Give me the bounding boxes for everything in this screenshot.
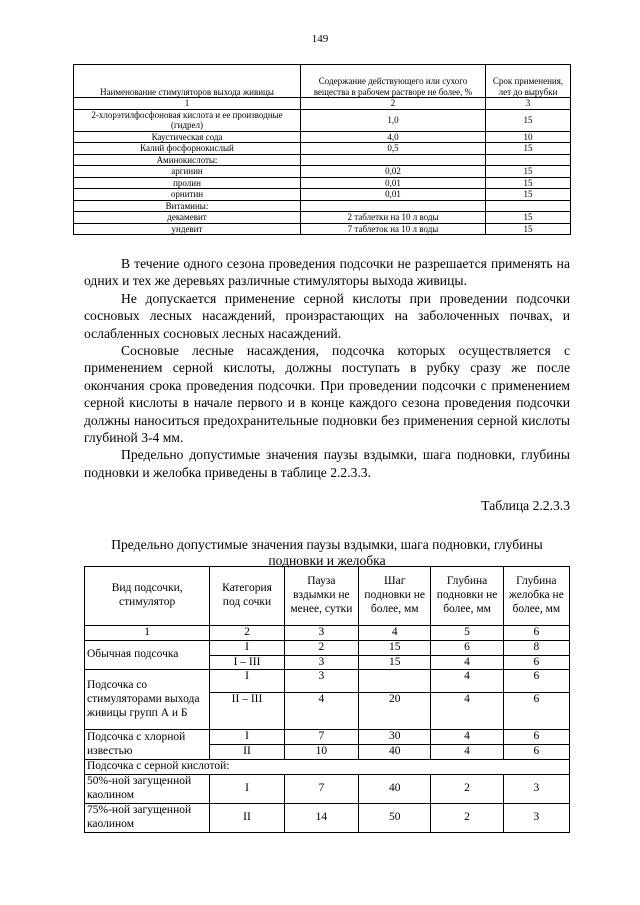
category: II – III bbox=[210, 693, 284, 730]
column-header: Наименование стимуляторов выхода живицы bbox=[74, 65, 301, 98]
column-header: Пауза вздымки не менее, сутки bbox=[284, 567, 358, 626]
column-number: 3 bbox=[486, 98, 571, 110]
table-row bbox=[85, 730, 570, 745]
stimulator-group: Аминокислоты: bbox=[74, 154, 301, 166]
concentration: 0,01 bbox=[301, 189, 486, 201]
tapping-type: Обычная подсочка bbox=[85, 640, 210, 670]
table-section-row bbox=[85, 759, 570, 774]
category: I bbox=[210, 730, 284, 745]
concentration: 0,01 bbox=[301, 177, 486, 189]
table-row bbox=[74, 131, 571, 143]
paragraph: Сосновые лесные насаждения, подсочка которых осуществляется с применением серной кислоты, должны поступать в рубку сразу же после окончания срока проведения подсочки. При проведении подсочки с применением серной кислоты в начале первого и в конце каждого сезона проведения подсочки должны наноситься предохранительные подновки без применения серной кислоты глубиной 3-4 мм. bbox=[84, 343, 570, 446]
category: I bbox=[210, 670, 284, 693]
step: 30 bbox=[359, 730, 431, 745]
term-years: 15 bbox=[486, 166, 571, 178]
renewal-depth: 4 bbox=[431, 655, 503, 670]
concentration: 7 таблеток на 10 л воды bbox=[301, 223, 486, 235]
stimulator-name: орнитин bbox=[74, 189, 301, 201]
page-number: 149 bbox=[311, 33, 329, 45]
concentration bbox=[301, 154, 486, 166]
pause: 2 bbox=[284, 640, 358, 655]
table-row bbox=[74, 223, 571, 235]
table-title: Предельно допустимые значения паузы вздымки, шага подновки, глубины подновки и желобка bbox=[111, 537, 543, 568]
table-row bbox=[74, 154, 571, 166]
column-header: Срок применения, лет до вырубки bbox=[486, 65, 571, 98]
column-number: 1 bbox=[74, 98, 301, 110]
pause: 7 bbox=[284, 730, 358, 745]
step: 40 bbox=[359, 745, 431, 760]
stimulator-name: пролин bbox=[74, 177, 301, 189]
column-header: Шаг подновки не более, мм bbox=[359, 567, 431, 626]
concentration: 1,0 bbox=[301, 109, 486, 131]
renewal-depth: 4 bbox=[431, 730, 503, 745]
stimulator-name: Каустическая сода bbox=[74, 131, 301, 143]
groove-depth: 3 bbox=[503, 803, 569, 832]
stimulator-name: аргинин bbox=[74, 166, 301, 178]
term-years bbox=[486, 200, 571, 212]
step: 15 bbox=[359, 655, 431, 670]
table-row bbox=[74, 200, 571, 212]
tapping-type: 50%-ной загущенной каолином bbox=[85, 774, 210, 803]
column-number-row bbox=[85, 626, 570, 641]
tapping-type: 75%-ной загущенной каолином bbox=[85, 803, 210, 832]
table-row bbox=[74, 177, 571, 189]
stimulator-name: декамевит bbox=[74, 212, 301, 224]
term-years: 15 bbox=[486, 223, 571, 235]
pause: 7 bbox=[284, 774, 358, 803]
tapping-limits-table bbox=[84, 566, 570, 833]
stimulator-name: ундевит bbox=[74, 223, 301, 235]
groove-depth: 6 bbox=[503, 670, 569, 693]
concentration: 0,02 bbox=[301, 166, 486, 178]
renewal-depth: 6 bbox=[431, 640, 503, 655]
body-text bbox=[84, 255, 570, 481]
term-years: 15 bbox=[486, 143, 571, 155]
table-header-row bbox=[85, 567, 570, 626]
renewal-depth: 2 bbox=[431, 803, 503, 832]
pause: 3 bbox=[284, 670, 358, 693]
column-header: Вид подсочки, стимулятор bbox=[85, 567, 210, 626]
table-row bbox=[85, 774, 570, 803]
stimulators-table bbox=[73, 64, 571, 235]
category: I – III bbox=[210, 655, 284, 670]
column-number: 2 bbox=[301, 98, 486, 110]
column-number: 6 bbox=[503, 626, 569, 641]
table-row bbox=[85, 670, 570, 693]
table-row bbox=[74, 189, 571, 201]
category: II bbox=[210, 745, 284, 760]
concentration: 2 таблетки на 10 л воды bbox=[301, 212, 486, 224]
groove-depth: 6 bbox=[503, 730, 569, 745]
groove-depth: 6 bbox=[503, 655, 569, 670]
column-header: Глубина желобка не более, мм bbox=[503, 567, 569, 626]
pause: 14 bbox=[284, 803, 358, 832]
concentration: 4,0 bbox=[301, 131, 486, 143]
groove-depth: 6 bbox=[503, 693, 569, 730]
paragraph: В течение одного сезона проведения подсочки не разрешается применять на одних и тех же деревьях различные стимуляторы выхода живицы. bbox=[84, 256, 570, 289]
table-row bbox=[85, 803, 570, 832]
table-caption: Таблица 2.2.3.3 bbox=[481, 498, 570, 513]
renewal-depth: 4 bbox=[431, 745, 503, 760]
term-years: 15 bbox=[486, 109, 571, 131]
term-years: 15 bbox=[486, 177, 571, 189]
pause: 4 bbox=[284, 693, 358, 730]
stimulator-name: Калий фосфорнокислый bbox=[74, 143, 301, 155]
step: 20 bbox=[359, 693, 431, 730]
stimulator-name: 2-хлорэтилфосфоновая кислота и ее производные (гидрел) bbox=[74, 109, 301, 131]
groove-depth: 8 bbox=[503, 640, 569, 655]
step: 50 bbox=[359, 803, 431, 832]
paragraph: Не допускается применение серной кислоты при проведении подсочки сосновых лесных насаждений, произрастающих на заболоченных почвах, и ослабленных сосновых лесных насаждений. bbox=[84, 290, 570, 341]
table-row bbox=[85, 640, 570, 655]
column-header: Категория под сочки bbox=[210, 567, 284, 626]
paragraph: Предельно допустимые значения паузы вздымки, шага подновки, глубины подновки и желобка приведены в таблице 2.2.3.3. bbox=[84, 447, 570, 480]
table-row bbox=[74, 166, 571, 178]
table-row bbox=[74, 109, 571, 131]
column-number: 2 bbox=[210, 626, 284, 641]
groove-depth: 3 bbox=[503, 774, 569, 803]
column-number: 4 bbox=[359, 626, 431, 641]
category: II bbox=[210, 803, 284, 832]
category: I bbox=[210, 774, 284, 803]
table-row bbox=[74, 212, 571, 224]
step: 40 bbox=[359, 774, 431, 803]
renewal-depth: 2 bbox=[431, 774, 503, 803]
term-years: 10 bbox=[486, 131, 571, 143]
column-number: 1 bbox=[85, 626, 210, 641]
table-header-row bbox=[74, 65, 571, 98]
step: 15 bbox=[359, 640, 431, 655]
column-header: Содержание действующего или сухого вещества в рабочем растворе не более, % bbox=[301, 65, 486, 98]
term-years: 15 bbox=[486, 212, 571, 224]
category: I bbox=[210, 640, 284, 655]
concentration: 0,5 bbox=[301, 143, 486, 155]
column-number: 3 bbox=[284, 626, 358, 641]
table-row bbox=[74, 143, 571, 155]
tapping-type: Подсочка со стимуляторами выхода живицы групп А и Б bbox=[85, 670, 210, 730]
term-years: 15 bbox=[486, 189, 571, 201]
pause: 10 bbox=[284, 745, 358, 760]
tapping-type: Подсочка с хлорной известью bbox=[85, 730, 210, 760]
term-years bbox=[486, 154, 571, 166]
stimulator-group: Витамины: bbox=[74, 200, 301, 212]
column-number-row bbox=[74, 98, 571, 110]
pause: 3 bbox=[284, 655, 358, 670]
renewal-depth: 4 bbox=[431, 693, 503, 730]
renewal-depth: 4 bbox=[431, 670, 503, 693]
column-header: Глубина подновки не более, мм bbox=[431, 567, 503, 626]
column-number: 5 bbox=[431, 626, 503, 641]
section-label: Подсочка с серной кислотой: bbox=[85, 759, 570, 774]
step bbox=[359, 670, 431, 693]
groove-depth: 6 bbox=[503, 745, 569, 760]
concentration bbox=[301, 200, 486, 212]
